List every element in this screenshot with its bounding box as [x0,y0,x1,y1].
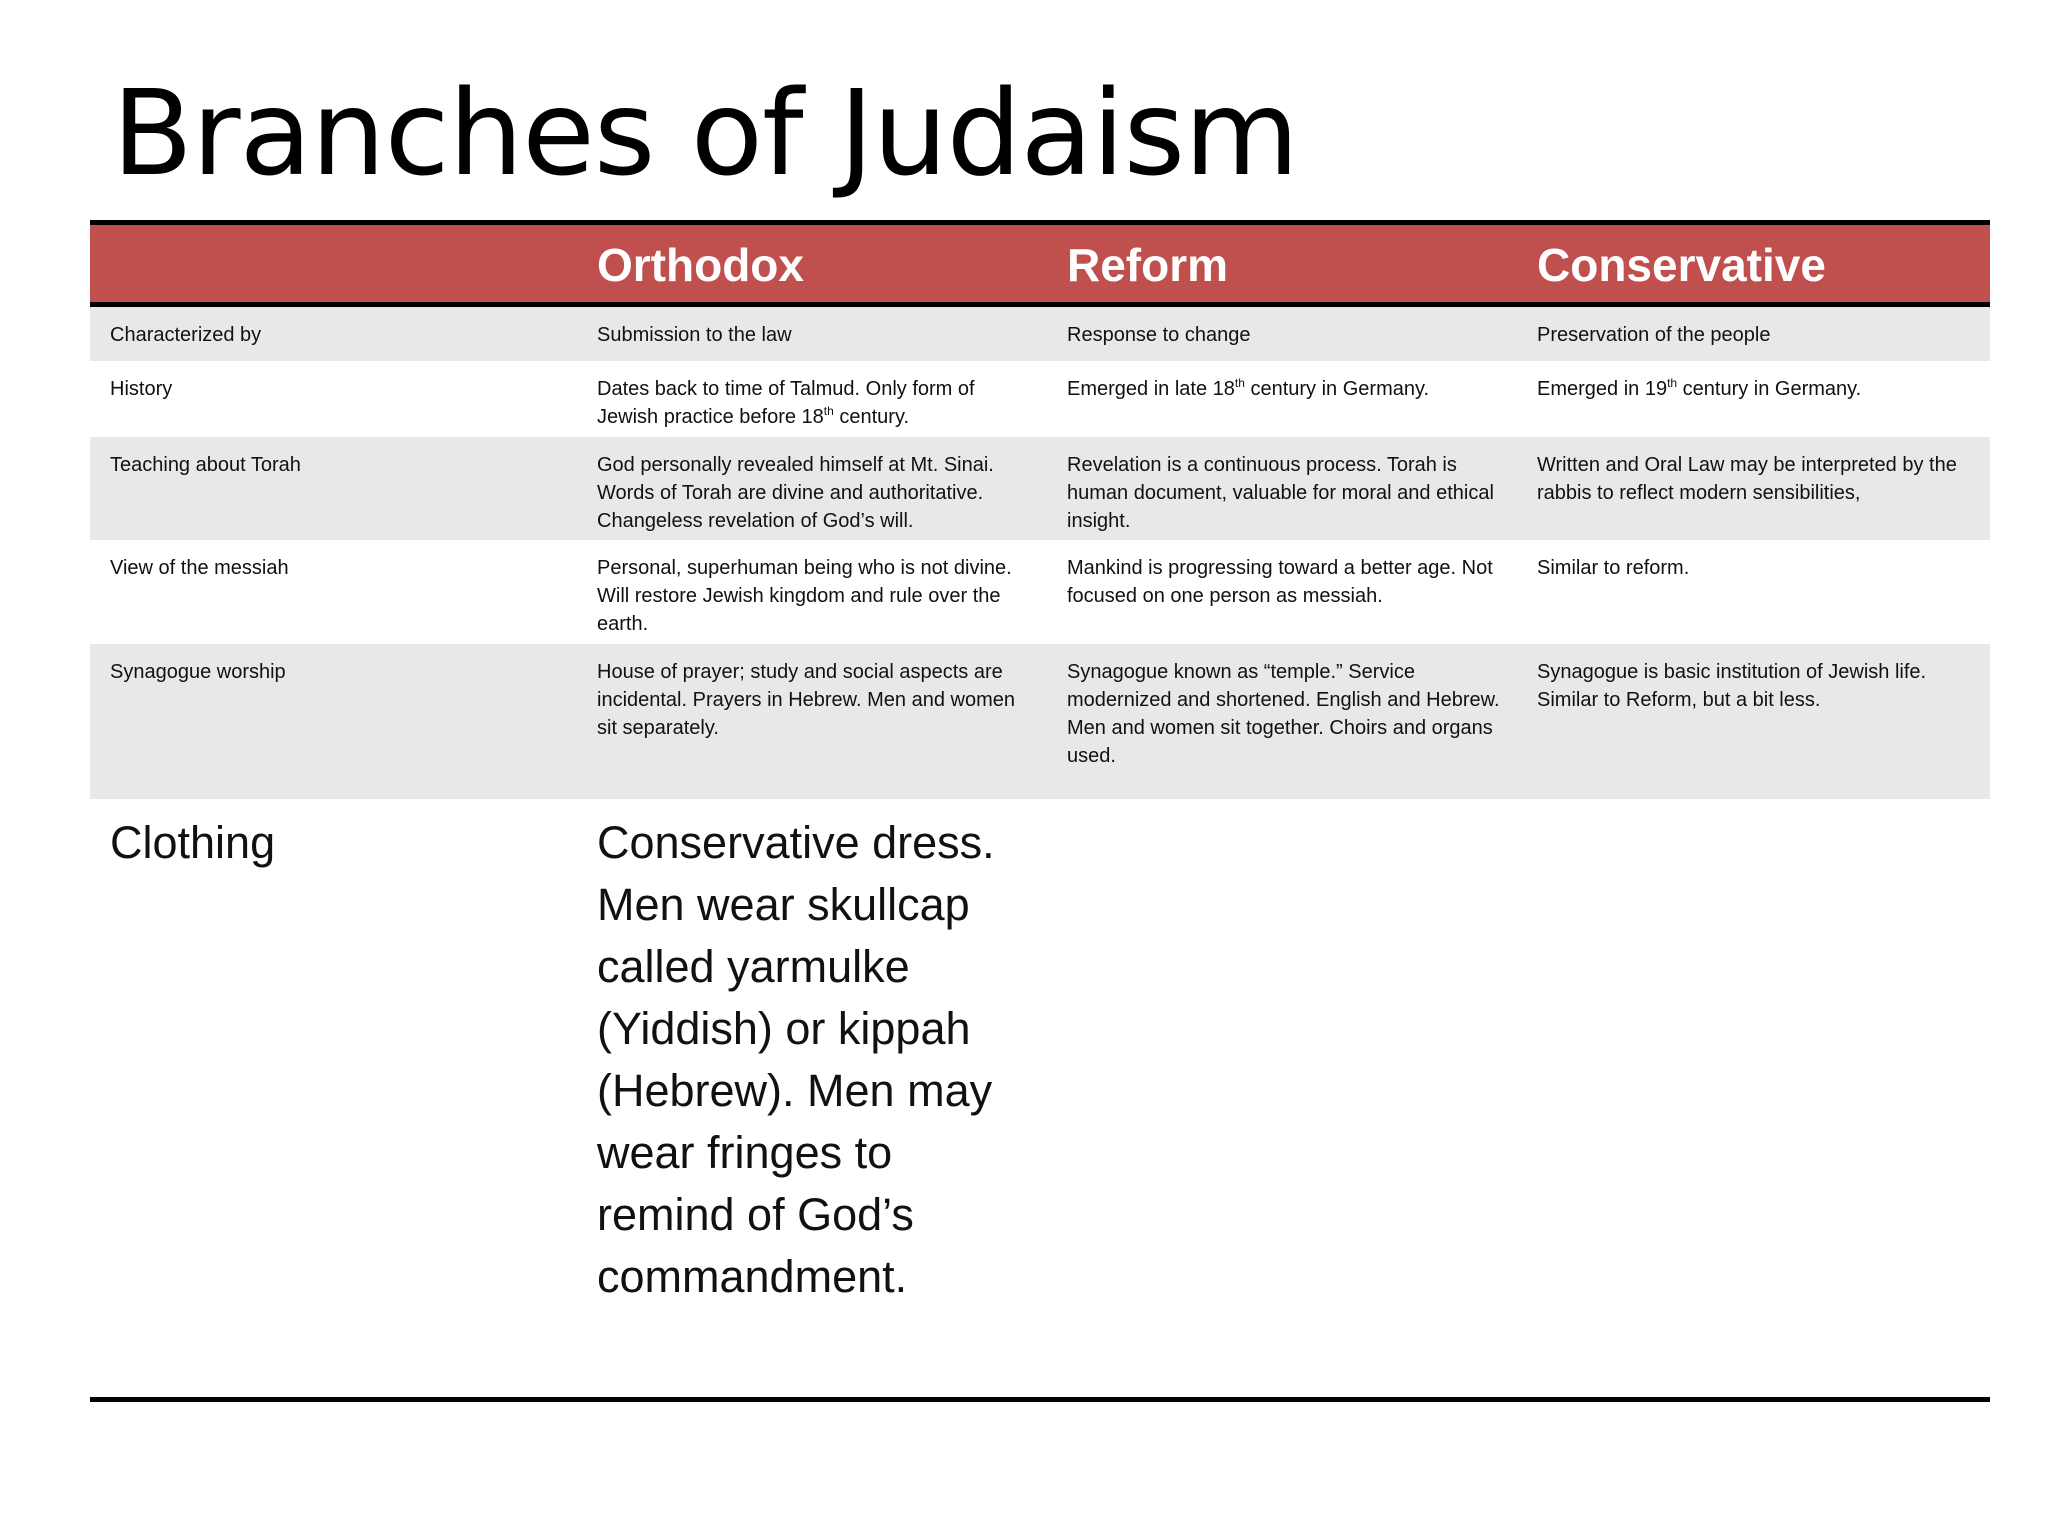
ordinal-suffix: th [1667,376,1678,390]
cell-conservative: Synagogue is basic institution of Jewish life. Similar to Reform, but a bit less. [1537,661,1927,711]
row-label: History [110,378,173,400]
ordinal-suffix: th [823,404,834,418]
slide-title: Branches of Judaism [112,64,1299,202]
cell-conservative: Similar to reform. [1537,557,1690,579]
table-row-teaching-about-torah [90,437,1990,540]
table-row-characterized-by [90,307,1990,361]
table-bottom-rule [90,1397,1990,1402]
row-label: Characterized by [110,324,262,346]
cell-reform: Revelation is a continuous process. Torah is human document, valuable for moral and ethical insight. [1067,454,1494,532]
column-header-orthodox: Orthodox [597,239,804,291]
cell-text: century. [833,406,910,428]
cell-orthodox: Submission to the law [597,324,792,346]
row-label: Synagogue worship [110,661,286,683]
column-header-reform: Reform [1067,239,1229,291]
row-label: Clothing [110,817,276,868]
cell-orthodox: Conservative dress. Men wear skullcap called yarmulke (Yiddish) or kippah (Hebrew). Men may wear fringes to remind of God’s commandment. [597,817,995,1302]
cell-orthodox: Personal, superhuman being who is not divine. Will restore Jewish kingdom and rule over the earth. [597,557,1012,635]
cell-conservative: Preservation of the people [1537,324,1771,346]
row-label: View of the messiah [110,557,289,579]
cell-conservative: Written and Oral Law may be interpreted by the rabbis to reflect modern sensibilities, [1537,454,1957,504]
cell-reform: Synagogue known as “temple.” Service modernized and shortened. English and Hebrew. Men and women sit together. Choirs and organs used. [1067,661,1500,767]
cell-orthodox [597,375,1037,431]
cell-text: Dates back to time of Talmud. Only form of Jewish practice before 18 [597,378,975,428]
cell-text: Emerged in 19 [1537,378,1668,400]
cell-orthodox: House of prayer; study and social aspects are incidental. Prayers in Hebrew. Men and women sit separately. [597,661,1015,739]
column-header-conservative: Conservative [1537,239,1826,291]
cell-reform: Response to change [1067,324,1251,346]
table-row-clothing [90,802,1990,1322]
table-row-synagogue-worship [90,644,1990,799]
row-label: Teaching about Torah [110,454,301,476]
cell-orthodox: God personally revealed himself at Mt. Sinai. Words of Torah are divine and authoritative. Changeless revelation of God’s will. [597,454,994,532]
ordinal-suffix: th [1234,376,1245,390]
cell-conservative [1537,375,1977,403]
cell-text: Emerged in late 18 [1067,378,1235,400]
cell-reform: Mankind is progressing toward a better age. Not focused on one person as messiah. [1067,557,1493,607]
cell-text: century in Germany. [1244,378,1430,400]
table-row-view-of-the-messiah [90,540,1990,644]
cell-reform [1067,375,1507,403]
cell-text: century in Germany. [1677,378,1862,400]
table-row-history [90,361,1990,437]
